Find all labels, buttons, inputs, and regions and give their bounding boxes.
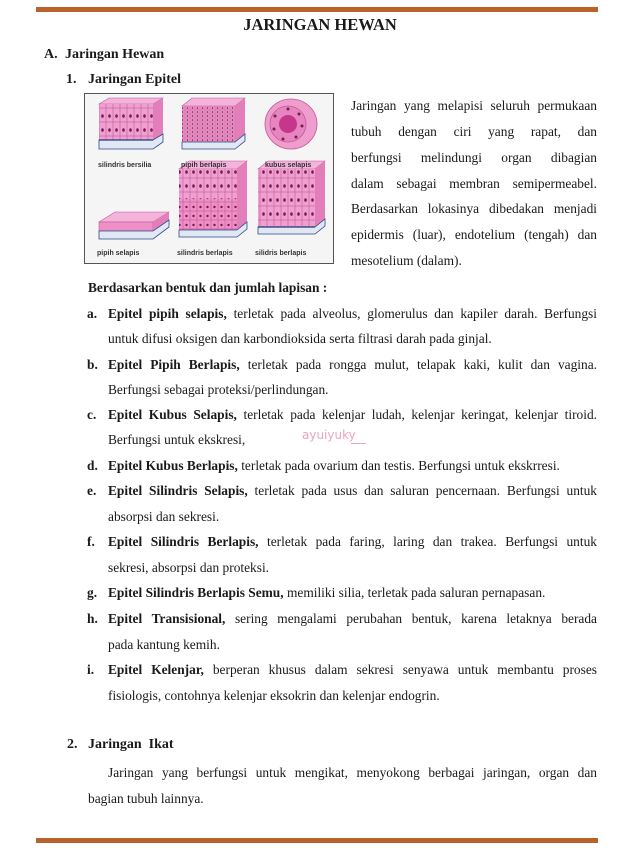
watermark: ayuiyuky: [302, 428, 356, 442]
description-line: Jaringan yang melapisi seluruh permukaan: [351, 98, 597, 113]
list-item-text: terletak pada usus dan saluran pencernaan. Berfungsi untuk: [247, 483, 597, 498]
figure-label-silindris-berlapis: silindris berlapis: [177, 250, 233, 257]
list-item-letter: c.: [87, 407, 97, 422]
list-item-term: Epitel Kubus Berlapis,: [108, 458, 238, 473]
list-item-first-line: [108, 356, 597, 374]
list-item-letter: g.: [87, 585, 98, 600]
list-item-text: berperan khusus dalam sekresi senyawa untuk membantu proses: [203, 662, 597, 677]
tissue-silindris-berlapis: [179, 161, 247, 237]
list-item-text: terletak pada alveolus, glomerulus dan kapiler darah. Berfungsi: [226, 306, 597, 321]
description-line: dalam sebagai membran semipermeabel.: [351, 176, 597, 191]
list-item-letter: f.: [87, 534, 95, 549]
list-item-letter: i.: [87, 662, 95, 677]
list-item-first-line: [108, 482, 597, 500]
description-line: Berdasarkan lokasinya dibedakan menjadi: [351, 201, 597, 216]
list-item-term: Epitel Silindris Selapis,: [108, 483, 248, 498]
list-item-text: terletak pada faring, laring dan trakea. Berfungsi untuk: [258, 534, 597, 549]
description-line: tubuh dengan ciri yang rapat, dan: [351, 124, 597, 139]
list-item-first-line: [108, 610, 597, 628]
figure-label-pipih-selapis: pipih selapis: [97, 250, 140, 257]
list-item-letter: e.: [87, 483, 97, 498]
subsection-2-heading: Jaringan Ikat: [88, 737, 174, 752]
list-item-letter: h.: [87, 611, 98, 626]
list-item-term: Epitel Silindris Berlapis Semu,: [108, 585, 284, 600]
list-item-term: Epitel Silindris Berlapis,: [108, 534, 259, 549]
tissue-silidris-berlapis: [258, 161, 325, 234]
page-title: JARINGAN HEWAN: [243, 15, 397, 34]
ikat-paragraph-line: Jaringan yang berfungsi untuk mengikat, menyokong berbagai jaringan, organ dan: [108, 765, 597, 780]
description-line: epidermis (luar), endotelium (tengah) dan: [351, 227, 597, 242]
top-rule: [36, 7, 598, 12]
list-item-continuation: Berfungsi sebagai proteksi/perlindungan.: [108, 382, 329, 397]
list-item-continuation: fisiologis, contohnya kelenjar eksokrin dan kelenjar endogrin.: [108, 688, 440, 703]
list-item-term: Epitel Pipih Berlapis,: [108, 357, 240, 372]
subsection-2-marker: 2.: [67, 737, 78, 752]
figure-label-pipih-berlapis: pipih berlapis: [181, 162, 227, 169]
list-item-term: Epitel Kubus Selapis,: [108, 407, 237, 422]
list-item-text: terletak pada ovarium dan testis. Berfungsi untuk ekskrresi.: [237, 458, 560, 473]
list-item-continuation: sekresi, absorpsi dan proteksi.: [108, 560, 270, 575]
epithelium-illustration: [85, 94, 333, 263]
list-item-term: Epitel Transisional,: [108, 611, 226, 626]
list-item-first-line: [108, 533, 597, 551]
list-item-first-line: [108, 661, 597, 679]
list-item-text: memiliki silia, terletak pada saluran pernapasan.: [283, 585, 546, 600]
figure-label-silidris-berlapis: silidris berlapis: [255, 250, 307, 257]
subsection-1-marker: 1.: [66, 72, 77, 87]
list-item-first-line: [108, 305, 597, 323]
list-item-text: terletak pada kelenjar ludah, kelenjar keringat, kelenjar tiroid.: [236, 407, 597, 422]
subsection-1-heading: Jaringan Epitel: [88, 72, 181, 87]
section-marker: A.: [44, 47, 58, 62]
ikat-paragraph-line: bagian tubuh lainnya.: [88, 791, 204, 806]
description-line: berfungsi melindungi organ dibagian: [351, 150, 597, 165]
tissue-kubus-selapis: [265, 99, 317, 149]
list-item-first-line: [108, 406, 597, 424]
section-heading: Jaringan Hewan: [65, 47, 165, 62]
list-item-letter: a.: [87, 306, 98, 321]
list-item-continuation: Berfungsi untuk ekskresi,: [108, 432, 246, 447]
list-item-continuation: pada kantung kemih.: [108, 637, 220, 652]
bottom-rule: [36, 838, 598, 843]
figure-label-kubus-selapis: kubus selapis: [265, 162, 312, 169]
list-item-text: terletak pada rongga mulut, telapak kaki, kulit dan vagina.: [239, 357, 597, 372]
list-item-letter: b.: [87, 357, 98, 372]
list-item-first-line: [108, 584, 545, 602]
tissue-pipih-berlapis: [182, 98, 245, 149]
tissue-silindris-bersilia: [99, 98, 163, 149]
list-item-continuation: untuk difusi oksigen dan karbondioksida serta filtrasi darah pada ginjal.: [108, 331, 492, 346]
description-line: mesotelium (dalam).: [351, 253, 462, 268]
list-heading: Berdasarkan bentuk dan jumlah lapisan :: [88, 280, 328, 295]
epithelium-figure: [84, 93, 334, 264]
list-item-first-line: [108, 457, 560, 475]
watermark-underline: [351, 443, 366, 444]
list-item-continuation: absorpsi dan sekresi.: [108, 509, 220, 524]
list-item-text: sering mengalami perubahan bentuk, karena letaknya berada: [225, 611, 597, 626]
list-item-term: Epitel Kelenjar,: [108, 662, 204, 677]
figure-label-silindris-bersilia: silindris bersilia: [98, 162, 152, 169]
list-item-term: Epitel pipih selapis,: [108, 306, 227, 321]
tissue-pipih-selapis: [99, 212, 169, 239]
list-item-letter: d.: [87, 458, 98, 473]
